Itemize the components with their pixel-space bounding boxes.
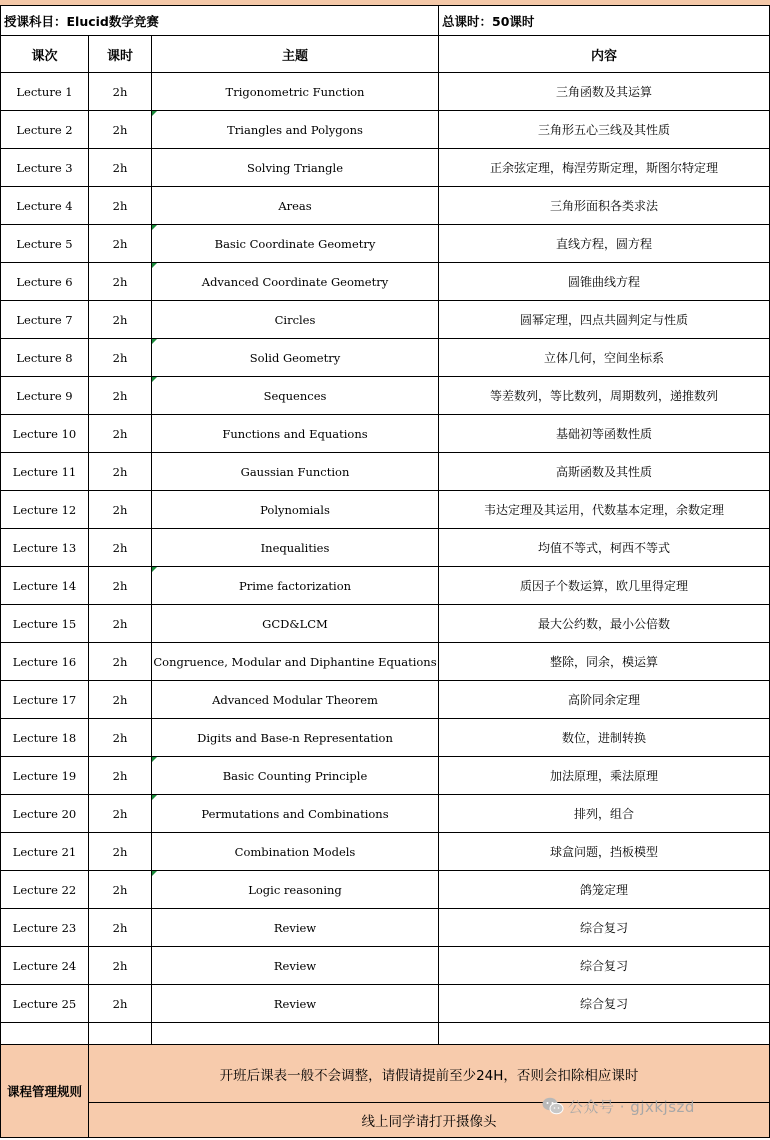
topic-cell: Review <box>152 947 439 985</box>
hours-cell: 2h <box>89 833 152 871</box>
hours-cell: 2h <box>89 985 152 1023</box>
hours-cell: 2h <box>89 529 152 567</box>
topic-cell: Triangles and Polygons <box>152 111 439 149</box>
content-cell: 综合复习 <box>439 985 770 1023</box>
content-cell: 均值不等式，柯西不等式 <box>439 529 770 567</box>
table-row <box>1 681 770 719</box>
content-cell: 高阶同余定理 <box>439 681 770 719</box>
hours-cell: 2h <box>89 491 152 529</box>
hours-cell: 2h <box>89 225 152 263</box>
table-row <box>1 491 770 529</box>
lecture-cell: Lecture 7 <box>1 301 89 339</box>
content-cell: 质因子个数运算，欧几里得定理 <box>439 567 770 605</box>
table-row <box>1 909 770 947</box>
column-header-row <box>1 36 770 73</box>
table-row <box>1 225 770 263</box>
table-row <box>1 263 770 301</box>
lecture-cell: Lecture 10 <box>1 415 89 453</box>
table-row <box>1 149 770 187</box>
column-header-topic: 主题 <box>152 36 439 73</box>
wechat-icon <box>542 1097 564 1119</box>
content-cell: 高斯函数及其性质 <box>439 453 770 491</box>
hours-cell: 2h <box>89 263 152 301</box>
topic-cell: Digits and Base-n Representation <box>152 719 439 757</box>
rules-row-1 <box>1 1045 770 1103</box>
topic-cell: Prime factorization <box>152 567 439 605</box>
content-cell: 三角形面积各类求法 <box>439 187 770 225</box>
topic-cell: Review <box>152 909 439 947</box>
hours-cell: 2h <box>89 187 152 225</box>
topic-cell: Sequences <box>152 377 439 415</box>
content-cell: 排列，组合 <box>439 795 770 833</box>
table-row <box>1 301 770 339</box>
hours-cell: 2h <box>89 909 152 947</box>
topic-cell: Congruence, Modular and Diphantine Equations <box>152 643 439 681</box>
table-row <box>1 73 770 111</box>
hours-cell: 2h <box>89 73 152 111</box>
table-row <box>1 187 770 225</box>
topic-cell: Permutations and Combinations <box>152 795 439 833</box>
table-row <box>1 567 770 605</box>
lecture-cell: Lecture 8 <box>1 339 89 377</box>
hours-cell: 2h <box>89 795 152 833</box>
content-cell: 基础初等函数性质 <box>439 415 770 453</box>
empty-cell <box>439 1023 770 1045</box>
rule-camera-policy: 线上同学请打开摄像头 <box>89 1103 770 1138</box>
content-cell: 三角函数及其运算 <box>439 73 770 111</box>
topic-cell: Polynomials <box>152 491 439 529</box>
hours-cell: 2h <box>89 567 152 605</box>
table-row <box>1 111 770 149</box>
hours-cell: 2h <box>89 339 152 377</box>
table-row <box>1 605 770 643</box>
topic-cell: Trigonometric Function <box>152 73 439 111</box>
topic-cell: Logic reasoning <box>152 871 439 909</box>
content-cell: 综合复习 <box>439 947 770 985</box>
content-cell: 等差数列，等比数列，周期数列，递推数列 <box>439 377 770 415</box>
empty-cell <box>152 1023 439 1045</box>
topic-cell: Circles <box>152 301 439 339</box>
table-row <box>1 757 770 795</box>
table-row <box>1 643 770 681</box>
content-cell: 加法原理，乘法原理 <box>439 757 770 795</box>
lecture-cell: Lecture 22 <box>1 871 89 909</box>
topic-cell: Review <box>152 985 439 1023</box>
content-cell: 圆幂定理，四点共圆判定与性质 <box>439 301 770 339</box>
lecture-cell: Lecture 15 <box>1 605 89 643</box>
table-row <box>1 833 770 871</box>
watermark-text: 公众号 · gjxkjszd <box>568 1098 695 1116</box>
hours-cell: 2h <box>89 947 152 985</box>
topic-cell: Solving Triangle <box>152 149 439 187</box>
table-row <box>1 947 770 985</box>
content-cell: 三角形五心三线及其性质 <box>439 111 770 149</box>
total-hours-label: 总课时：50课时 <box>439 6 770 36</box>
rules-label: 课程管理规则 <box>1 1045 89 1138</box>
content-cell: 整除，同余，模运算 <box>439 643 770 681</box>
content-cell: 立体几何，空间坐标系 <box>439 339 770 377</box>
lecture-cell: Lecture 5 <box>1 225 89 263</box>
lecture-cell: Lecture 16 <box>1 643 89 681</box>
hours-cell: 2h <box>89 681 152 719</box>
lecture-cell: Lecture 1 <box>1 73 89 111</box>
hours-cell: 2h <box>89 149 152 187</box>
rule-leave-policy: 开班后课表一般不会调整，请假请提前至少24H，否则会扣除相应课时 <box>89 1045 770 1103</box>
topic-cell: Basic Coordinate Geometry <box>152 225 439 263</box>
lecture-cell: Lecture 25 <box>1 985 89 1023</box>
table-row <box>1 985 770 1023</box>
lecture-cell: Lecture 20 <box>1 795 89 833</box>
hours-cell: 2h <box>89 453 152 491</box>
content-cell: 正余弦定理，梅涅劳斯定理，斯图尔特定理 <box>439 149 770 187</box>
course-schedule-table <box>0 5 770 1138</box>
lecture-cell: Lecture 24 <box>1 947 89 985</box>
subject-label: 授课科目：Elucid数学竞赛 <box>1 6 439 36</box>
hours-cell: 2h <box>89 871 152 909</box>
lecture-cell: Lecture 17 <box>1 681 89 719</box>
topic-cell: Combination Models <box>152 833 439 871</box>
topic-cell: Advanced Modular Theorem <box>152 681 439 719</box>
table-row <box>1 415 770 453</box>
table-row <box>1 529 770 567</box>
content-cell: 球盒问题，挡板模型 <box>439 833 770 871</box>
topic-cell: Functions and Equations <box>152 415 439 453</box>
empty-row <box>1 1023 770 1045</box>
topic-cell: Gaussian Function <box>152 453 439 491</box>
table-row <box>1 719 770 757</box>
lecture-cell: Lecture 21 <box>1 833 89 871</box>
topic-cell: GCD&LCM <box>152 605 439 643</box>
hours-cell: 2h <box>89 111 152 149</box>
content-cell: 综合复习 <box>439 909 770 947</box>
topic-cell: Basic Counting Principle <box>152 757 439 795</box>
lecture-cell: Lecture 12 <box>1 491 89 529</box>
lecture-cell: Lecture 6 <box>1 263 89 301</box>
hours-cell: 2h <box>89 643 152 681</box>
content-cell: 直线方程，圆方程 <box>439 225 770 263</box>
content-cell: 韦达定理及其运用，代数基本定理，余数定理 <box>439 491 770 529</box>
table-row <box>1 871 770 909</box>
column-header-lecture: 课次 <box>1 36 89 73</box>
empty-cell <box>1 1023 89 1045</box>
lecture-cell: Lecture 11 <box>1 453 89 491</box>
topic-cell: Advanced Coordinate Geometry <box>152 263 439 301</box>
table-row <box>1 453 770 491</box>
hours-cell: 2h <box>89 377 152 415</box>
lecture-cell: Lecture 13 <box>1 529 89 567</box>
column-header-content: 内容 <box>439 36 770 73</box>
content-cell: 最大公约数，最小公倍数 <box>439 605 770 643</box>
content-cell: 数位，进制转换 <box>439 719 770 757</box>
topic-cell: Inequalities <box>152 529 439 567</box>
lecture-cell: Lecture 9 <box>1 377 89 415</box>
topic-cell: Areas <box>152 187 439 225</box>
column-header-hours: 课时 <box>89 36 152 73</box>
table-row <box>1 795 770 833</box>
hours-cell: 2h <box>89 757 152 795</box>
watermark <box>542 1096 695 1119</box>
lecture-cell: Lecture 2 <box>1 111 89 149</box>
lecture-cell: Lecture 23 <box>1 909 89 947</box>
content-cell: 圆锥曲线方程 <box>439 263 770 301</box>
table-header-info-row <box>1 6 770 36</box>
lecture-cell: Lecture 14 <box>1 567 89 605</box>
lecture-cell: Lecture 3 <box>1 149 89 187</box>
lecture-cell: Lecture 4 <box>1 187 89 225</box>
hours-cell: 2h <box>89 719 152 757</box>
topic-cell: Solid Geometry <box>152 339 439 377</box>
hours-cell: 2h <box>89 301 152 339</box>
hours-cell: 2h <box>89 415 152 453</box>
content-cell: 鸽笼定理 <box>439 871 770 909</box>
lecture-cell: Lecture 19 <box>1 757 89 795</box>
empty-cell <box>89 1023 152 1045</box>
table-row <box>1 339 770 377</box>
table-row <box>1 377 770 415</box>
hours-cell: 2h <box>89 605 152 643</box>
lecture-cell: Lecture 18 <box>1 719 89 757</box>
